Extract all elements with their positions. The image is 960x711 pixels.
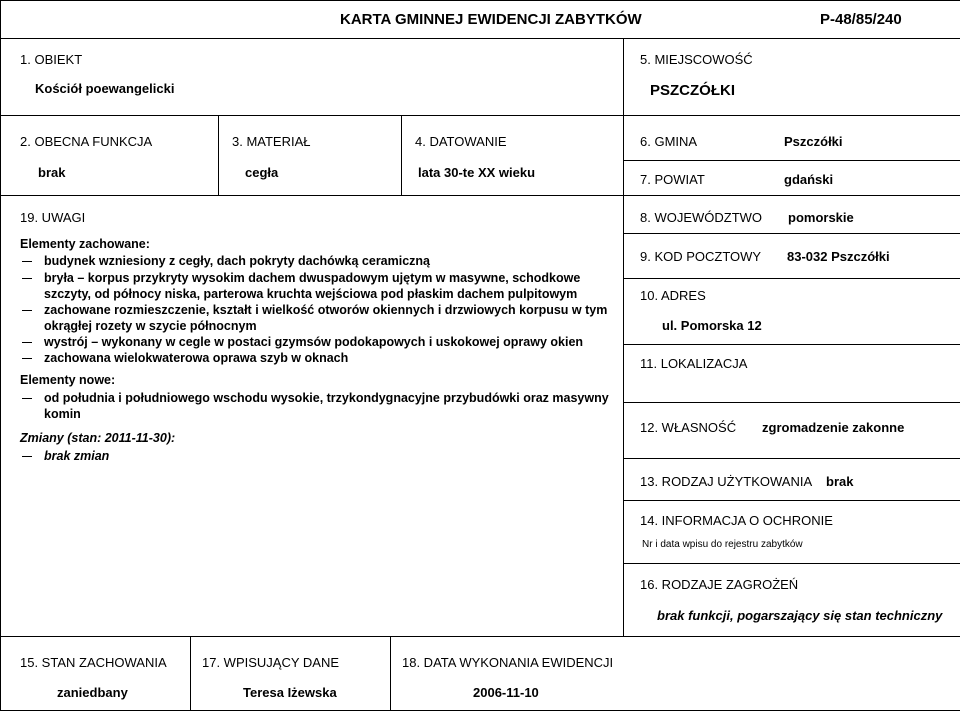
kod-label: 9. KOD POCZTOWY	[640, 249, 762, 264]
card-title: KARTA GMINNEJ EWIDENCJI ZABYTKÓW	[340, 11, 642, 28]
rule-header	[0, 38, 960, 39]
data-ewidencji-value: 2006-11-10	[473, 685, 539, 700]
datowanie-label: 4. DATOWANIE	[415, 134, 507, 149]
ochrona-value: Nr i data wpisu do rejestru zabytków	[642, 539, 803, 550]
bullet-dash	[22, 398, 32, 399]
wpisujacy-value: Teresa Iżewska	[243, 685, 337, 700]
ochrona-label: 14. INFORMACJA O OCHRONIE	[640, 513, 833, 528]
rule-left-1	[0, 115, 623, 116]
stan-value: zaniedbany	[57, 685, 128, 700]
border-left	[0, 0, 1, 711]
zmiany-item: brak zmian	[44, 449, 110, 463]
bullet-dash	[22, 456, 32, 457]
lokalizacja-label: 11. LOKALIZACJA	[640, 356, 748, 371]
rule-right-7	[623, 402, 960, 403]
miejscowosc-label: 5. MIEJSCOWOŚĆ	[640, 52, 753, 67]
rule-footer	[0, 636, 960, 637]
rule-right-10	[623, 563, 960, 564]
zachowane-item: zachowana wielokwaterowa oprawa szyb w oknach	[44, 351, 349, 365]
wlasnosc-value: zgromadzenie zakonne	[762, 420, 905, 435]
obiekt-value: Kościół poewangelicki	[35, 81, 175, 96]
funkcja-label: 2. OBECNA FUNKCJA	[20, 134, 153, 149]
material-value: cegła	[245, 165, 279, 180]
border-top	[0, 0, 960, 1]
powiat-value: gdański	[784, 172, 834, 187]
zachowane-heading: Elementy zachowane:	[20, 237, 150, 251]
zachowane-item: bryła – korpus przykryty wysokim dachem dwuspadowym ujętym w masywne, schodkowe	[44, 271, 581, 285]
uwagi-label: 19. UWAGI	[20, 210, 86, 225]
zagrozenia-label: 16. RODZAJE ZAGROŻEŃ	[640, 577, 799, 592]
rule-right-8	[623, 458, 960, 459]
rule-right-divider	[623, 38, 624, 636]
rule-right-9	[623, 500, 960, 501]
obiekt-label: 1. OBIEKT	[20, 52, 83, 67]
rule-right-3	[623, 195, 960, 196]
datowanie-value: lata 30-te XX wieku	[418, 165, 536, 180]
bullet-dash	[22, 261, 32, 262]
bullet-dash	[22, 342, 32, 343]
material-label: 3. MATERIAŁ	[232, 134, 311, 149]
bullet-dash	[22, 358, 32, 359]
card-code: P-48/85/240	[820, 11, 902, 28]
rule-right-1	[623, 115, 960, 116]
rule-right-5	[623, 278, 960, 279]
data-ewidencji-label: 18. DATA WYKONANIA EWIDENCJI	[402, 655, 614, 670]
wpisujacy-label: 17. WPISUJĄCY DANE	[202, 655, 340, 670]
bullet-dash	[22, 278, 32, 279]
uzytkowanie-label: 13. RODZAJ UŻYTKOWANIA	[640, 474, 813, 489]
gmina-value: Pszczółki	[784, 134, 843, 149]
zmiany-heading: Zmiany (stan: 2011-11-30):	[20, 431, 176, 445]
bullet-dash	[22, 310, 32, 311]
nowe-heading: Elementy nowe:	[20, 373, 116, 387]
zachowane-item: okrągłej rozety w szycie północnym	[44, 319, 257, 333]
gmina-label: 6. GMINA	[640, 134, 698, 149]
rule-right-2	[623, 160, 960, 161]
nowe-item: komin	[44, 407, 81, 421]
wlasnosc-label: 12. WŁASNOŚĆ	[640, 420, 737, 435]
zachowane-item: budynek wzniesiony z cegły, dach pokryty dachówką ceramiczną	[44, 254, 431, 268]
funkcja-value: brak	[38, 165, 66, 180]
wojewodztwo-label: 8. WOJEWÓDZTWO	[640, 210, 763, 225]
rule-col-2	[401, 115, 402, 195]
stan-label: 15. STAN ZACHOWANIA	[20, 655, 167, 670]
rule-left-2	[0, 195, 623, 196]
rule-right-6	[623, 344, 960, 345]
uzytkowanie-value: brak	[826, 474, 854, 489]
wojewodztwo-value: pomorskie	[788, 210, 854, 225]
zachowane-item: szczyty, od północy niska, parterowa kruchta wejściowa pod płaskim dachem pulpitowym	[44, 287, 578, 301]
adres-label: 10. ADRES	[640, 288, 706, 303]
zagrozenia-value: brak funkcji, pogarszający się stan techniczny	[657, 608, 943, 623]
kod-value: 83-032 Pszczółki	[787, 249, 890, 264]
rule-right-4	[623, 233, 960, 234]
rule-col-1	[218, 115, 219, 195]
miejscowosc-value: PSZCZÓŁKI	[650, 82, 735, 99]
powiat-label: 7. POWIAT	[640, 172, 705, 187]
rule-footer-col-1	[190, 636, 191, 711]
nowe-item: od południa i południowego wschodu wysokie, trzykondygnacyjne przybudówki oraz masywny	[44, 391, 609, 405]
zachowane-item: zachowane rozmieszczenie, kształt i wielkość otworów okiennych i drzwiowych korpusu w tym	[44, 303, 608, 317]
rule-footer-col-2	[390, 636, 391, 711]
zachowane-item: wystrój – wykonany w cegle w postaci gzymsów podokapowych i uskokowej oprawy okien	[44, 335, 584, 349]
adres-value: ul. Pomorska 12	[662, 318, 762, 333]
